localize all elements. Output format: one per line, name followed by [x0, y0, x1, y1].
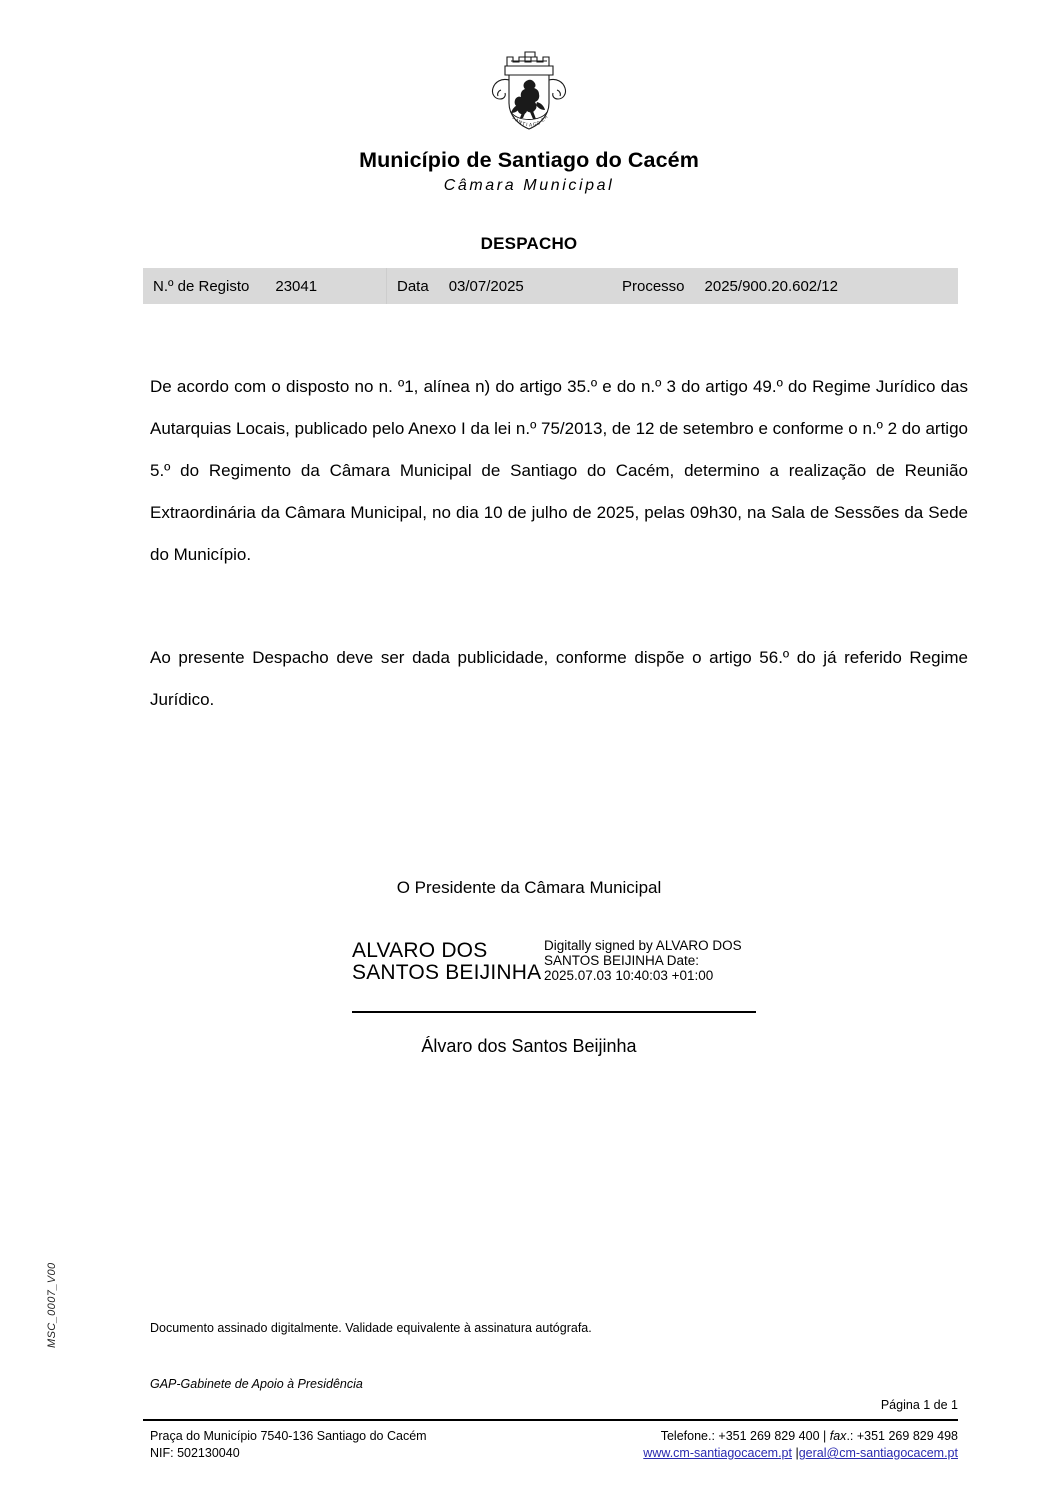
registo-label: N.º de Registo — [153, 277, 250, 295]
digital-signature-stamp — [352, 938, 756, 1010]
department-line: GAP-Gabinete de Apoio à Presidência — [150, 1377, 363, 1391]
body-paragraph-2: Ao presente Despacho deve ser dada publicidade, conforme dispõe o artigo 56.º do já referido Regime Jurídico. — [150, 648, 968, 709]
body-paragraph-1: De acordo com o disposto no n. º1, alínea n) do artigo 35.º e do n.º 3 do artigo 49.º do Regime Jurídico das Autarquias Locais, publicado pelo Anexo I da lei n.º 75/2013, de 12 de setembro e conforme o n.º 2 do artigo 5.º do Regimento da Câmara Municipal de Santiago do Cacém, determino a realização de Reunião Extraordinária da Câmara Municipal, no dia 10 de julho de 2025, pelas 09h30, na Sala de Sessões da Sede do Município. — [150, 377, 968, 564]
footer-contacts — [520, 1428, 958, 1462]
org-subtitle: Câmara Municipal — [443, 176, 615, 194]
signature-rule — [352, 1011, 756, 1013]
email-link[interactable]: geral@cm-santiagocacem.pt — [798, 1446, 958, 1460]
footer-address-line-2: NIF: 502130040 — [150, 1446, 240, 1460]
processo-value: 2025/900.20.602/12 — [704, 277, 838, 295]
signature-typed-name: Álvaro dos Santos Beijinha — [421, 1036, 637, 1056]
footer-address-line-1: Praça do Município 7540-136 Santiago do Cacém — [150, 1429, 427, 1443]
data-value: 03/07/2025 — [448, 277, 524, 295]
link-separator: | — [791, 1446, 799, 1460]
footer-fax-label: fax — [829, 1429, 847, 1443]
signature-role: O Presidente da Câmara Municipal — [396, 878, 662, 897]
document-side-code: MSC_0007_V00 — [46, 1262, 58, 1348]
svg-text:C: C — [540, 117, 546, 124]
footer-phone-line — [520, 1428, 958, 1445]
svg-text:I: I — [525, 123, 528, 129]
metadata-band — [143, 268, 958, 304]
footer-fax-value: .: +351 269 829 498 — [846, 1429, 958, 1443]
footer-divider — [143, 1419, 958, 1421]
meta-cell-processo — [612, 268, 912, 304]
website-link[interactable]: www.cm-santiagocacem.pt — [643, 1446, 792, 1460]
processo-label: Processo — [622, 277, 685, 295]
document-heading: DESPACHO — [480, 234, 578, 253]
svg-text:G: G — [532, 122, 537, 128]
digital-signature-note: Documento assinado digitalmente. Validade equivalente à assinatura autógrafa. — [150, 1321, 592, 1335]
meta-cell-registo — [143, 268, 386, 304]
coat-of-arms-icon — [481, 38, 577, 142]
svg-text:S: S — [510, 115, 517, 122]
signature-stamp-detail: Digitally signed by ALVARO DOS SANTOS BEIJINHA Date: 2025.07.03 10:40:03 +01:00 — [544, 938, 742, 983]
org-title: Município de Santiago do Cacém — [359, 148, 699, 172]
registo-value: 23041 — [275, 277, 318, 295]
page-number: Página 1 de 1 — [880, 1398, 958, 1412]
footer-phone: Telefone.: +351 269 829 400 | — [660, 1429, 827, 1443]
svg-text:O: O — [536, 121, 542, 127]
svg-text:A: A — [543, 114, 549, 121]
svg-text:A: A — [529, 123, 533, 129]
document-header — [0, 38, 1058, 195]
svg-text:T: T — [521, 122, 526, 128]
signature-stamp-name: ALVARO DOS SANTOS BEIJINHA — [352, 939, 542, 984]
svg-text:N: N — [517, 120, 523, 127]
svg-text:A: A — [514, 118, 520, 125]
meta-cell-data — [387, 268, 612, 304]
data-label: Data — [397, 277, 429, 295]
footer-address — [150, 1428, 427, 1462]
footer-web-line — [520, 1445, 958, 1462]
